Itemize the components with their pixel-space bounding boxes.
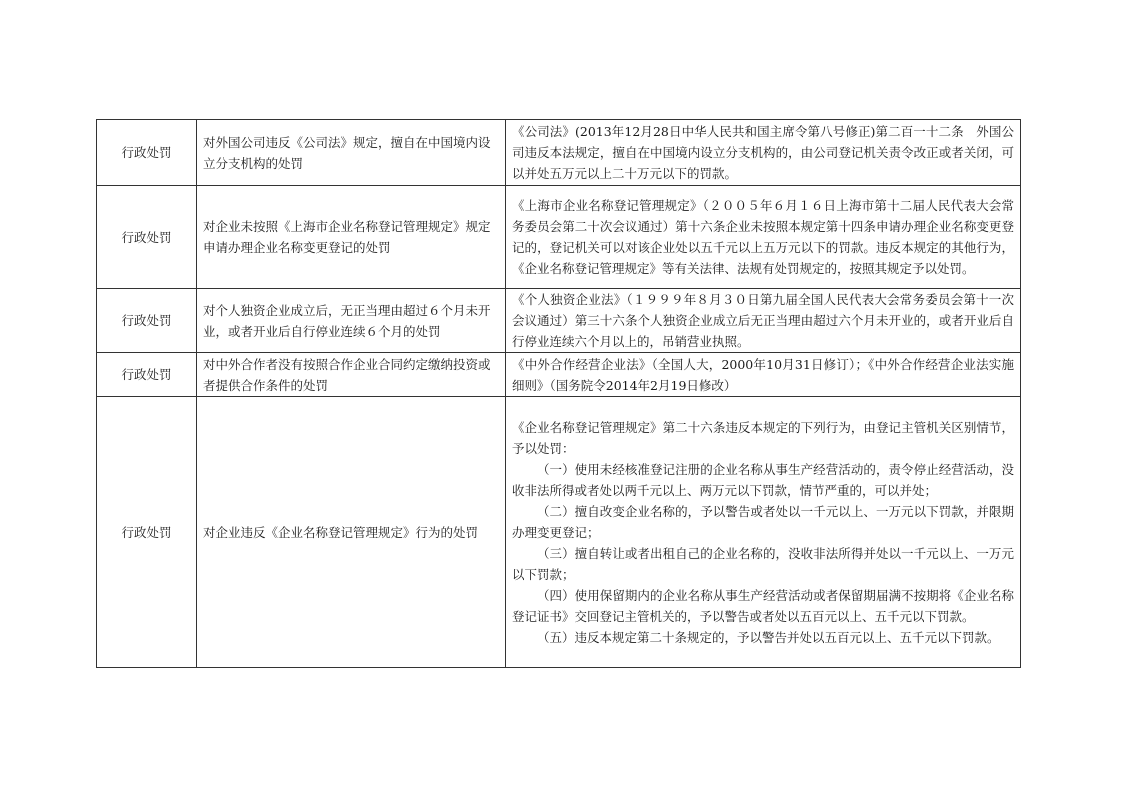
basis-paragraph: 《上海市企业名称登记管理规定》（２００５年６月１６日上海市第十二届人民代表大会常务委员会第二十次会议通过）第十六条企业未按照本规定第十四条申请办理企业名称变更登记的，登记机关可以对该企业处以五千元以上五万元以下的罚款。违反本规定的其他行为，《企业名称登记管理规定》等有关法律、法规有处罚规定的，按照其规定予以处罚。 <box>512 198 1014 276</box>
category-cell: 行政处罚 <box>97 120 197 186</box>
basis-cell <box>506 397 1021 668</box>
table-row <box>97 289 1021 353</box>
basis-paragraph: （四）使用保留期内的企业名称从事生产经营活动或者保留期届满不按期将《企业名称登记证书》交回登记主管机关的，予以警告或者处以五百元以上、五千元以下罚款。 <box>512 587 1014 624</box>
table-row <box>97 353 1021 397</box>
basis-paragraph: 《个人独资企业法》（１９９９年８月３０日第九届全国人民代表大会常务委员会第十一次会议通过）第三十六条个人独资企业成立后无正当理由超过六个月未开业的，或者开业后自行停业连续六个月以上的，吊销营业执照。 <box>512 292 1014 349</box>
category-cell: 行政处罚 <box>97 397 197 668</box>
item-cell: 对企业违反《企业名称登记管理规定》行为的处罚 <box>197 397 506 668</box>
basis-cell <box>506 353 1021 397</box>
item-cell: 对个人独资企业成立后，无正当理由超过６个月未开业，或者开业后自行停业连续６个月的处罚 <box>197 289 506 353</box>
basis-cell <box>506 289 1021 353</box>
item-cell: 对企业未按照《上海市企业名称登记管理规定》规定申请办理企业名称变更登记的处罚 <box>197 186 506 289</box>
basis-cell <box>506 186 1021 289</box>
basis-paragraph: （一）使用未经核准登记注册的企业名称从事生产经营活动的，责令停止经营活动，没收非法所得或者处以两千元以上、两万元以下罚款，情节严重的，可以并处； <box>512 461 1014 498</box>
item-cell: 对外国公司违反《公司法》规定，擅自在中国境内设立分支机构的处罚 <box>197 120 506 186</box>
basis-paragraph: 《公司法》(2013年12月28日中华人民共和国主席令第八号修正)第二百一十二条 外国公司违反本法规定，擅自在中国境内设立分支机构的，由公司登记机关责令改正或者关闭，可以并处五万元以上二十万元以下的罚款。 <box>512 124 1014 181</box>
table-row <box>97 120 1021 186</box>
table-row <box>97 397 1021 668</box>
basis-paragraph: （三）擅自转让或者出租自己的企业名称的，没收非法所得并处以一千元以上、一万元以下罚款； <box>512 545 1014 582</box>
basis-paragraph: （二）擅自改变企业名称的，予以警告或者处以一千元以上、一万元以下罚款，并限期办理变更登记； <box>512 503 1014 540</box>
category-cell: 行政处罚 <box>97 353 197 397</box>
table-row <box>97 186 1021 289</box>
penalty-table <box>96 119 1021 668</box>
category-cell: 行政处罚 <box>97 289 197 353</box>
basis-paragraph: 《中外合作经营企业法》（全国人大，2000年10月31日修订）；《中外合作经营企业法实施细则》（国务院令2014年2月19日修改） <box>512 356 1014 393</box>
item-cell: 对中外合作者没有按照合作企业合同约定缴纳投资或者提供合作条件的处罚 <box>197 353 506 397</box>
basis-paragraph: （五）违反本规定第二十条规定的，予以警告并处以五百元以上、五千元以下罚款。 <box>537 629 1000 645</box>
basis-paragraph: 《企业名称登记管理规定》第二十六条违反本规定的下列行为，由登记主管机关区别情节，予以处罚： <box>512 419 1014 456</box>
basis-cell <box>506 120 1021 186</box>
category-cell: 行政处罚 <box>97 186 197 289</box>
